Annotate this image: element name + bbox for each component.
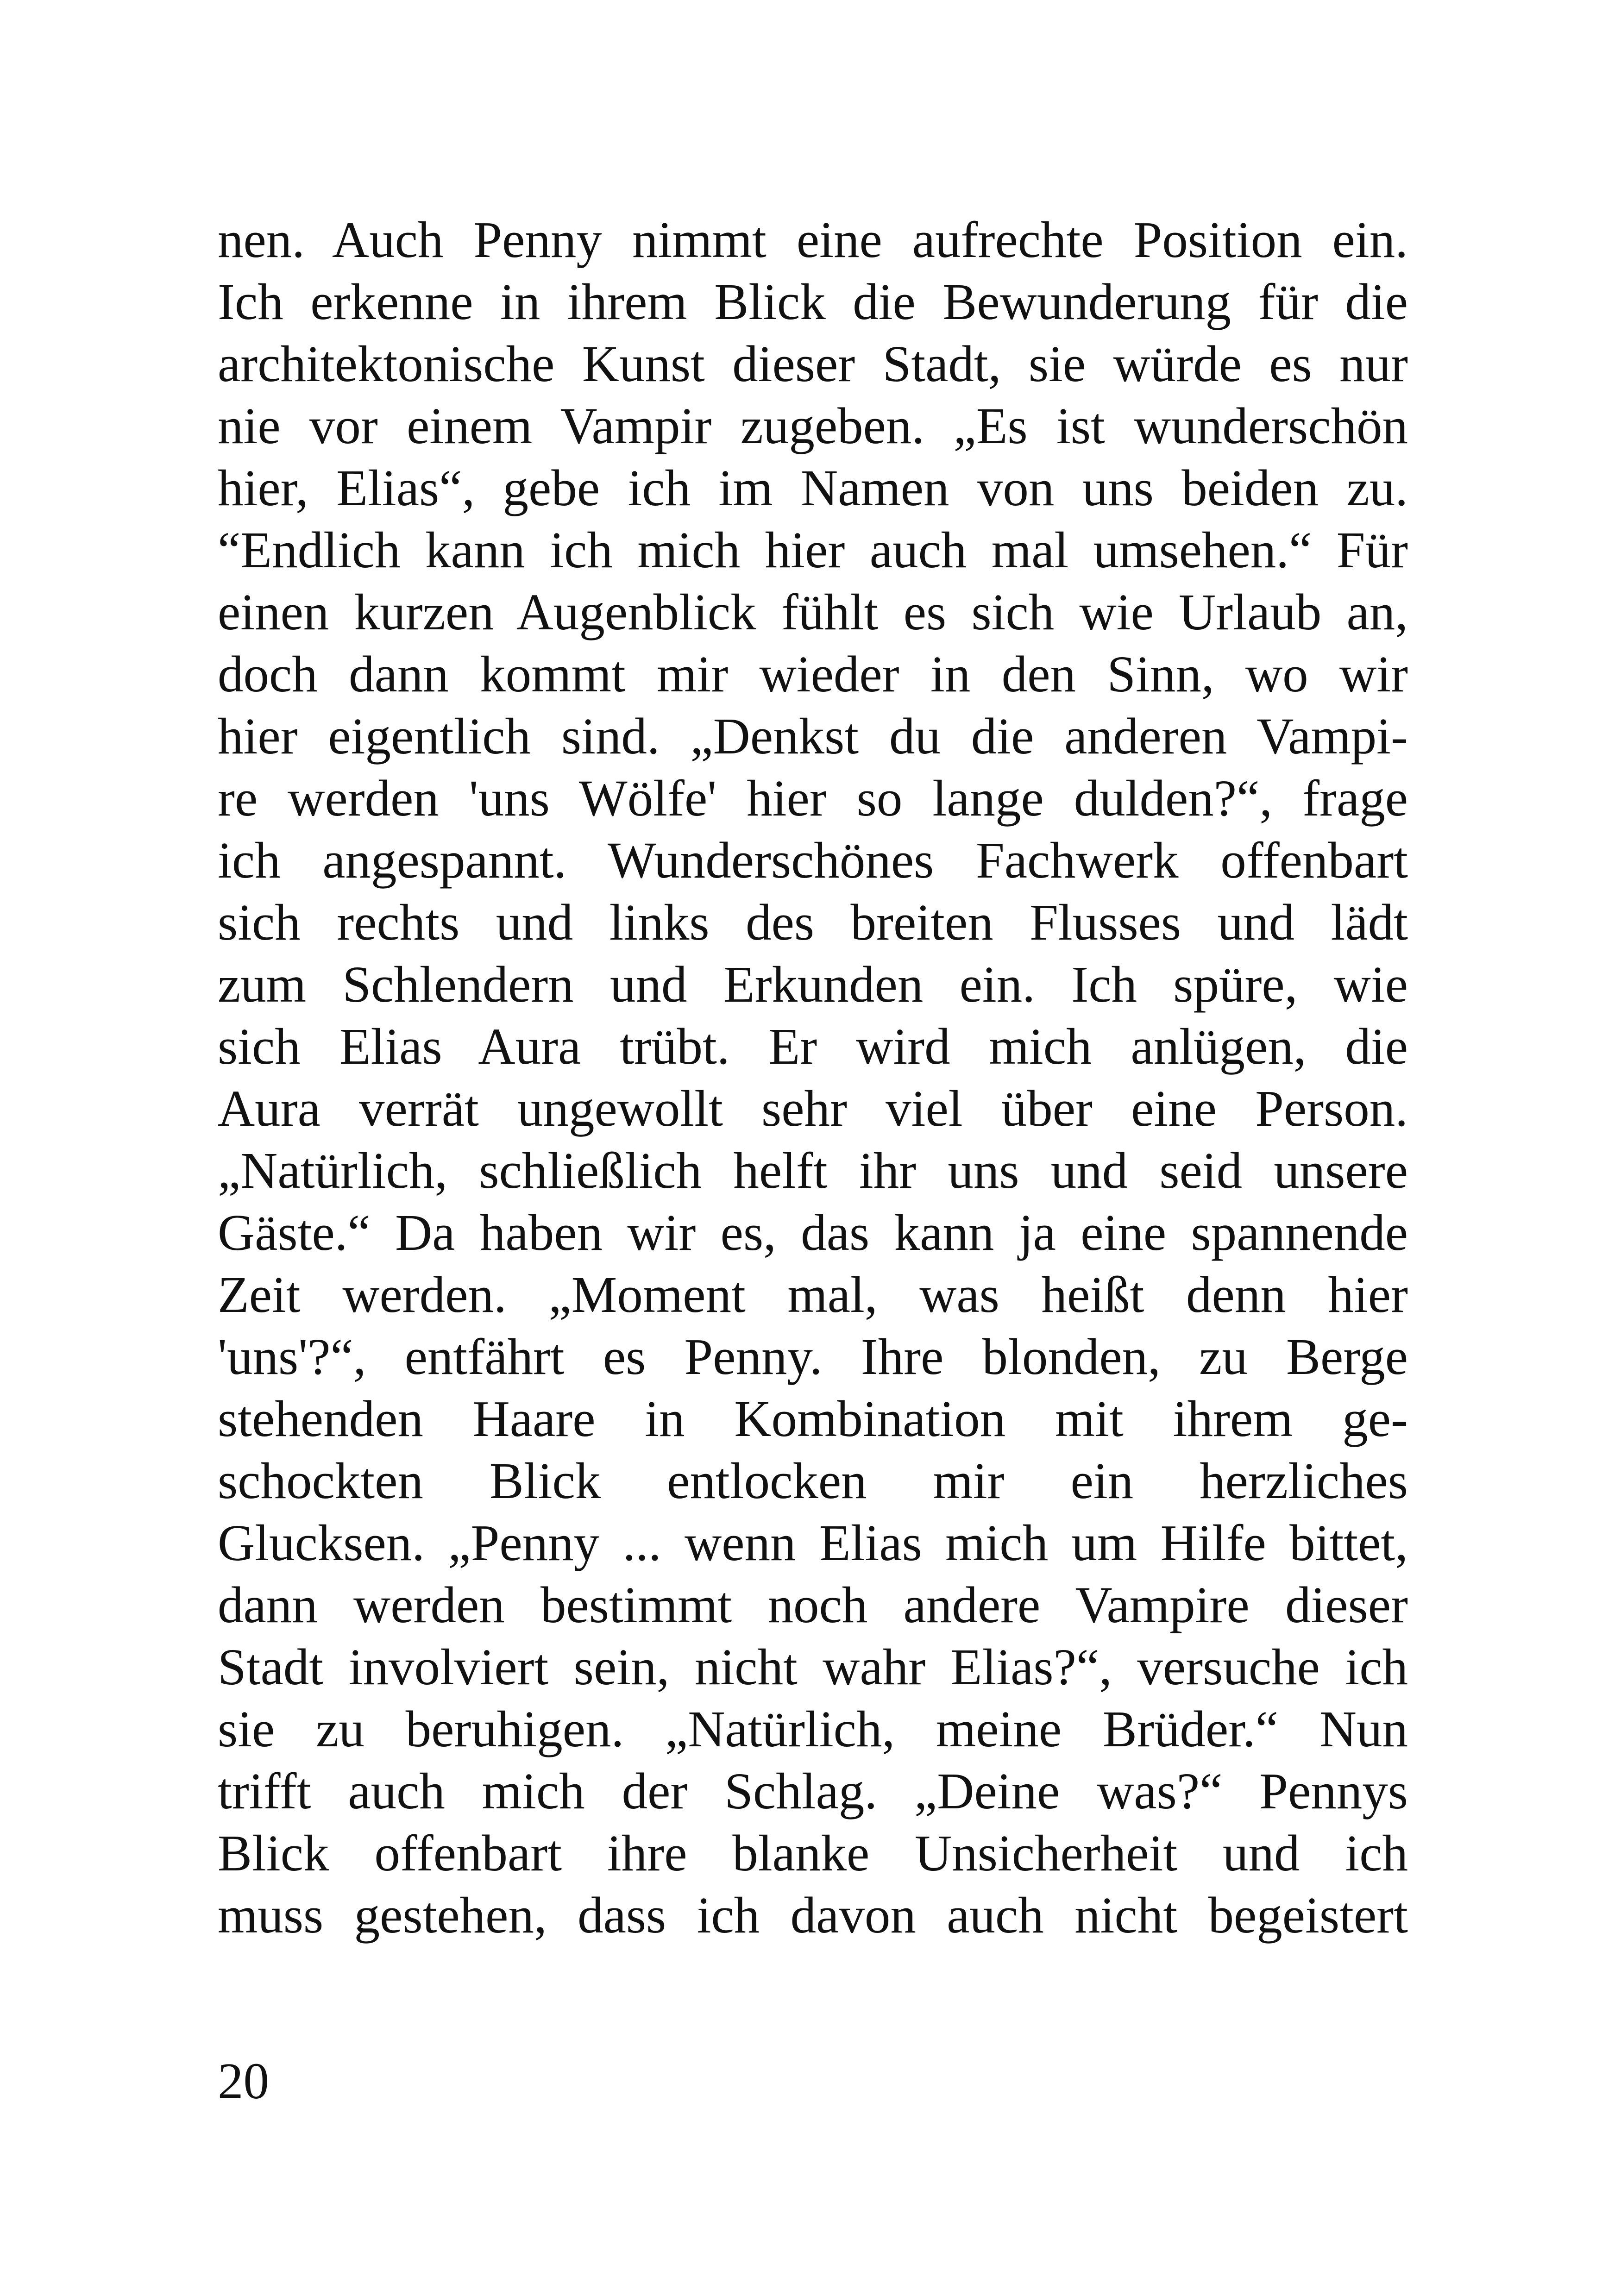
text-line: doch dann kommt mir wieder in den Sinn, wo wir <box>218 646 1408 703</box>
text-line: trifft auch mich der Schlag. „Deine was?“ Pennys <box>218 1763 1408 1820</box>
text-line: Stadt involviert sein, nicht wahr Elias?“, versuche ich <box>218 1639 1408 1696</box>
text-line: re werden 'uns Wölfe' hier so lange dulden?“, frage <box>218 770 1408 827</box>
text-line: “Endlich kann ich mich hier auch mal umsehen.“ Für <box>218 522 1408 579</box>
text-line: 'uns'?“, entfährt es Penny. Ihre blonden, zu Berge <box>218 1329 1408 1386</box>
text-line: Ich erkenne in ihrem Blick die Bewunderung für die <box>218 274 1408 331</box>
text-line: schockten Blick entlocken mir ein herzliches <box>218 1453 1408 1510</box>
text-line: Glucksen. „Penny ... wenn Elias mich um Hilfe bittet, <box>218 1515 1408 1572</box>
text-line: Aura verrät ungewollt sehr viel über eine Person. <box>218 1080 1408 1137</box>
text-line: hier, Elias“, gebe ich im Namen von uns beiden zu. <box>218 460 1408 517</box>
text-line: einen kurzen Augenblick fühlt es sich wie Urlaub an, <box>218 584 1408 641</box>
text-line: sich Elias Aura trübt. Er wird mich anlügen, die <box>218 1018 1408 1075</box>
text-line: sich rechts und links des breiten Flusses und lädt <box>218 894 1408 951</box>
text-line: muss gestehen, dass ich davon auch nicht begeistert <box>218 1887 1408 1944</box>
text-line: zum Schlendern und Erkunden ein. Ich spüre, wie <box>218 956 1408 1013</box>
body-text <box>218 209 1408 1947</box>
text-line: nen. Auch Penny nimmt eine aufrechte Position ein. <box>218 212 1408 269</box>
text-line: stehenden Haare in Kombination mit ihrem ge- <box>218 1391 1408 1448</box>
text-line: hier eigentlich sind. „Denkst du die anderen Vampi- <box>218 708 1408 765</box>
text-line: Zeit werden. „Moment mal, was heißt denn hier <box>218 1267 1408 1324</box>
text-line: sie zu beruhigen. „Natürlich, meine Brüder.“ Nun <box>218 1701 1408 1758</box>
text-line: „Natürlich, schließlich helft ihr uns und seid unsere <box>218 1142 1408 1199</box>
text-line: ich angespannt. Wunderschönes Fachwerk offenbart <box>218 832 1408 889</box>
page-number: 20 <box>218 2053 269 2110</box>
text-line: Blick offenbart ihre blanke Unsicherheit und ich <box>218 1825 1408 1882</box>
text-line: Gäste.“ Da haben wir es, das kann ja eine spannende <box>218 1204 1408 1261</box>
text-line: nie vor einem Vampir zugeben. „Es ist wunderschön <box>218 398 1408 455</box>
text-line: architektonische Kunst dieser Stadt, sie würde es nur <box>218 336 1408 393</box>
text-line: dann werden bestimmt noch andere Vampire dieser <box>218 1577 1408 1634</box>
